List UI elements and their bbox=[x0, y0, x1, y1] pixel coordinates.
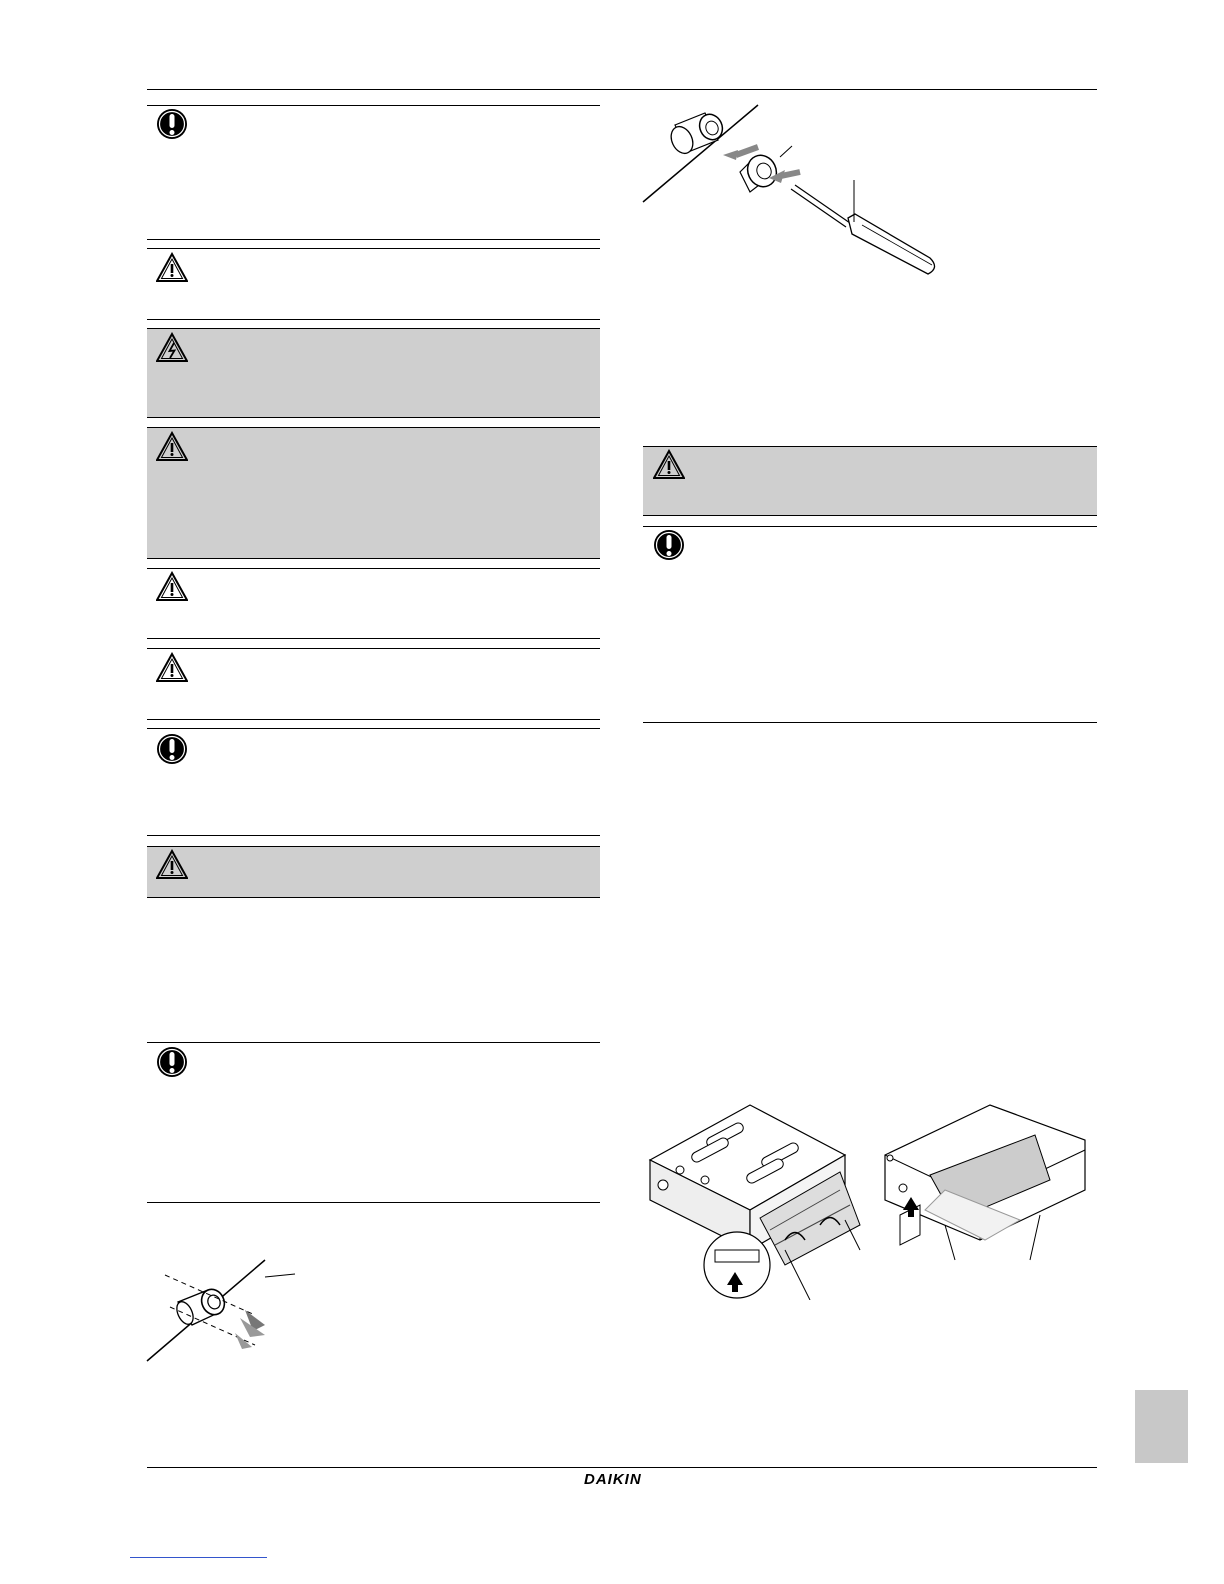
caution-box bbox=[147, 648, 600, 720]
warning-triangle-icon bbox=[653, 449, 685, 481]
exclamation-circle-icon bbox=[156, 1046, 188, 1078]
warning-triangle-icon bbox=[156, 571, 188, 603]
unit-filter-removal-figure bbox=[645, 1100, 1095, 1300]
caution-box bbox=[147, 248, 600, 320]
footer-rule bbox=[147, 1467, 1097, 1468]
warning-triangle-icon bbox=[156, 252, 188, 284]
exclamation-circle-icon bbox=[653, 529, 685, 561]
warning-triangle-icon bbox=[156, 431, 188, 463]
notice-box bbox=[147, 728, 600, 836]
knockout-hole-removal-figure bbox=[140, 1255, 310, 1365]
danger-box bbox=[147, 328, 600, 418]
exclamation-circle-icon bbox=[156, 733, 188, 765]
chapter-tab bbox=[1135, 1390, 1188, 1463]
notice-rule-top bbox=[643, 526, 1097, 527]
notice-box bbox=[147, 1042, 600, 1203]
link-underline[interactable] bbox=[130, 1557, 267, 1558]
warning-box bbox=[147, 846, 600, 898]
knockout-screwdriver-figure bbox=[640, 100, 950, 285]
header-rule bbox=[147, 89, 1097, 90]
electric-shock-icon bbox=[156, 332, 188, 364]
exclamation-circle-icon bbox=[156, 108, 188, 140]
caution-box bbox=[147, 568, 600, 639]
warning-box bbox=[643, 446, 1097, 516]
daikin-logo: DAIKIN bbox=[584, 1471, 642, 1488]
warning-triangle-icon bbox=[156, 849, 188, 881]
notice-rule-bottom bbox=[643, 722, 1097, 723]
warning-triangle-icon bbox=[156, 652, 188, 684]
notice-box bbox=[147, 105, 600, 240]
warning-box bbox=[147, 427, 600, 559]
